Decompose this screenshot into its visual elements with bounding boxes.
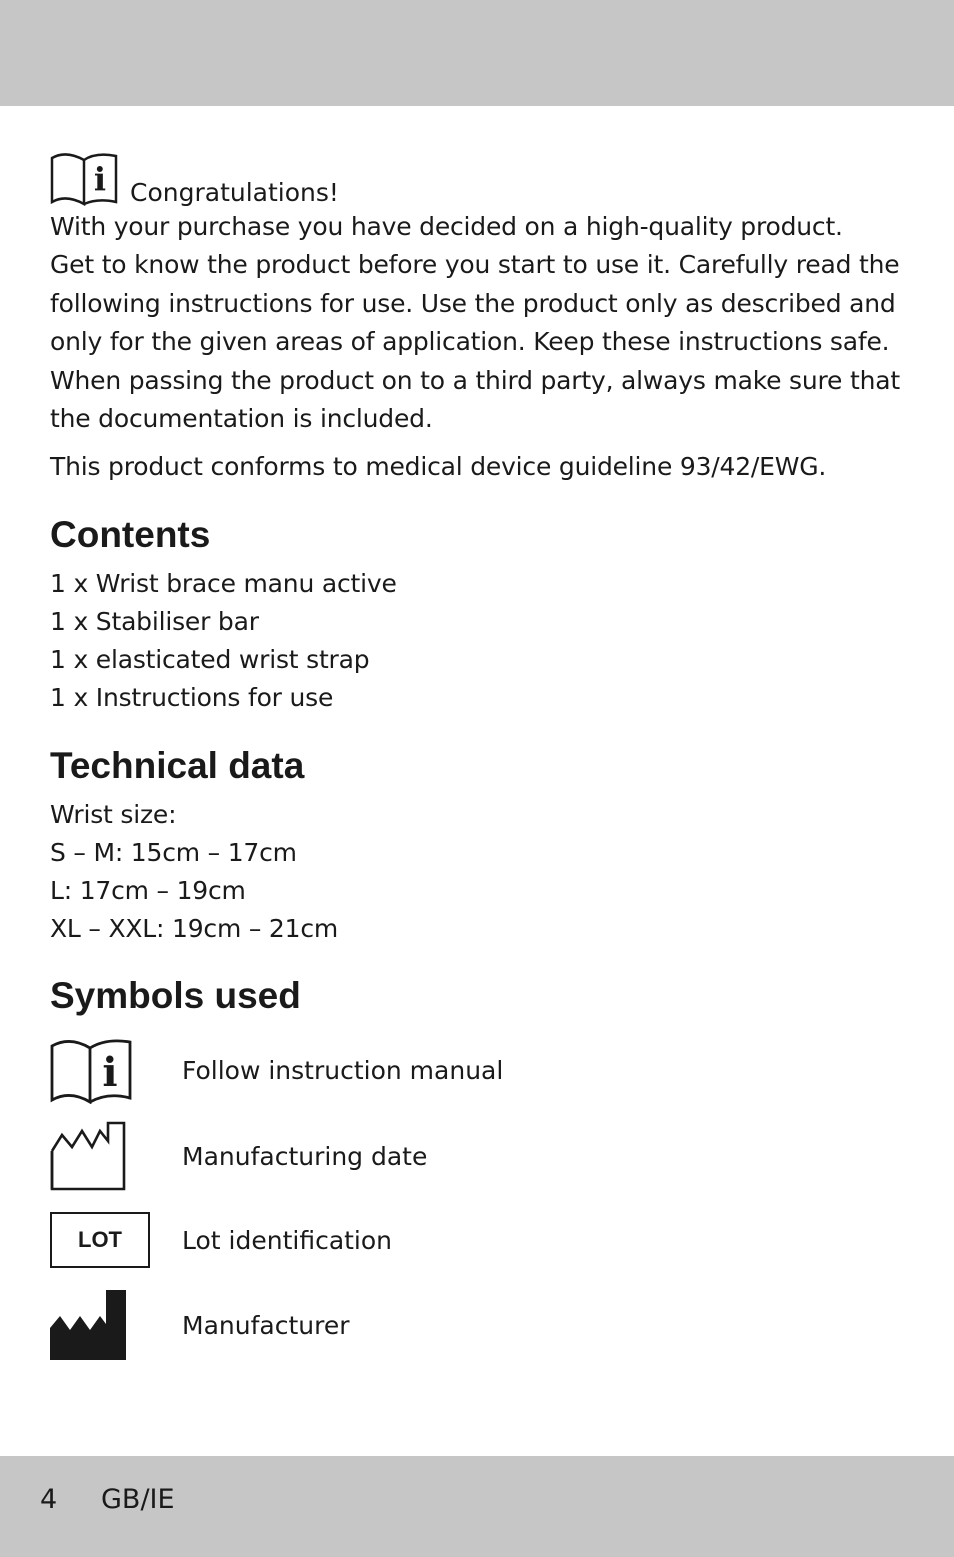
info-book-icon	[50, 1036, 160, 1104]
symbol-row	[50, 1210, 393, 1270]
symbol-row	[50, 1035, 504, 1105]
list-item: Wrist size:	[50, 799, 177, 829]
symbol-label: Manufacturing date	[182, 1141, 428, 1171]
intro-heading	[50, 150, 910, 208]
conformity-paragraph: This product conforms to medical device guideline 93/42/EWG.	[50, 452, 827, 482]
contents-heading: Contents	[50, 513, 211, 555]
lot-box-text: LOT	[50, 1212, 150, 1268]
language-code: GB/IE	[101, 1484, 175, 1515]
symbols-heading: Symbols used	[50, 975, 301, 1017]
congratulations-text: Congratulations!	[130, 178, 339, 207]
list-item: 1 x Stabiliser bar	[50, 607, 259, 637]
manufacturing-date-icon	[50, 1121, 160, 1191]
list-item: 1 x elasticated wrist strap	[50, 645, 370, 675]
svg-text:i: i	[102, 1049, 118, 1096]
symbol-label: Follow instruction manual	[182, 1055, 504, 1085]
list-item: 1 x Wrist brace manu active	[50, 568, 397, 598]
symbol-row	[50, 1290, 350, 1360]
symbol-label: Manufacturer	[182, 1310, 350, 1340]
list-item: 1 x Instructions for use	[50, 683, 334, 713]
lot-icon	[50, 1212, 160, 1268]
manufacturer-icon	[50, 1290, 160, 1360]
technical-data-list	[50, 796, 910, 949]
main-content	[50, 150, 910, 1018]
contents-list	[50, 565, 910, 718]
list-item: XL – XXL: 19cm – 21cm	[50, 914, 339, 944]
symbol-label: Lot identification	[182, 1225, 393, 1255]
info-book-icon	[50, 150, 120, 208]
technical-data-heading: Technical data	[50, 744, 305, 786]
page-number: 4	[40, 1484, 58, 1515]
list-item: L: 17cm – 19cm	[50, 876, 246, 906]
symbol-row	[50, 1121, 428, 1191]
svg-text:i: i	[93, 160, 107, 198]
header-bar	[0, 0, 954, 106]
list-item: S – M: 15cm – 17cm	[50, 837, 297, 867]
intro-paragraph: With your purchase you have decided on a high-quality product. Get to know the product before you start to use it. Carefully read the following instructions for use. Use the product only as described and only for the given areas of application. Keep these instructions safe. When passing the product on to a third party, always make sure that the documentation is included.	[50, 212, 900, 434]
